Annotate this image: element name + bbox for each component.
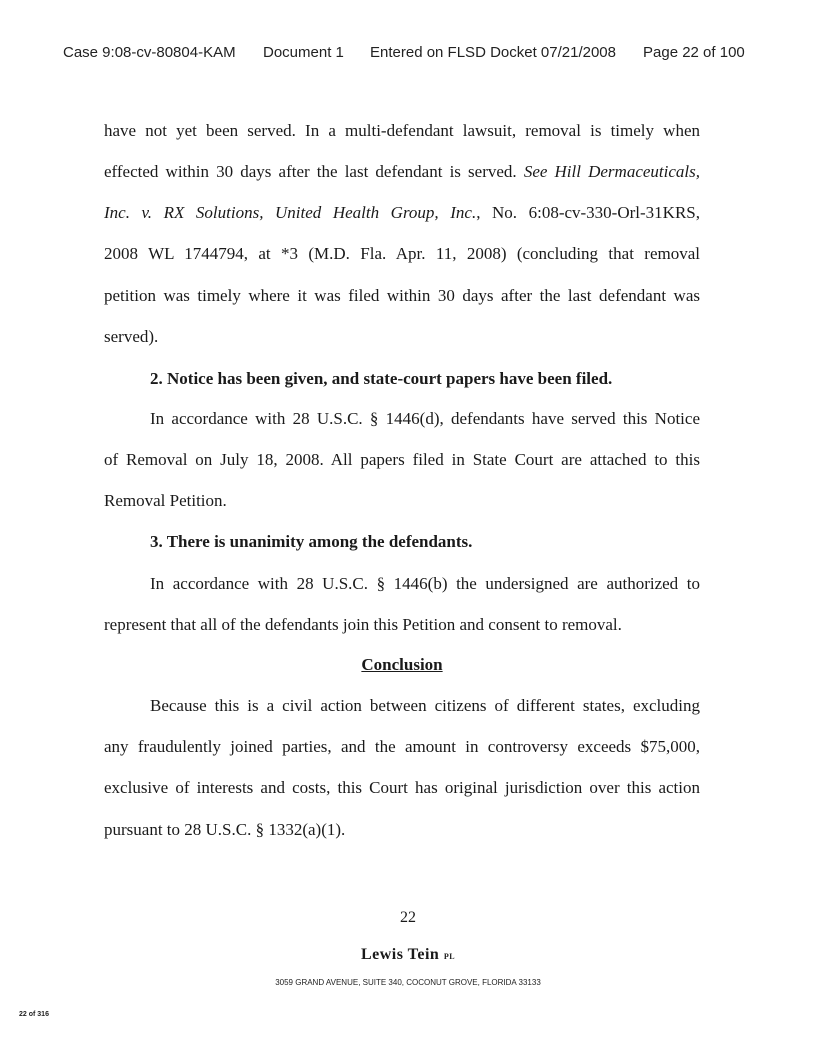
text-run: , No. 6:08-cv-330-Orl-31KRS, bbox=[476, 203, 700, 222]
paragraph-line bbox=[104, 162, 700, 182]
firm-name: Lewis Tein bbox=[360, 946, 440, 963]
paragraph-line: Because this is a civil action between citizens of different states, excluding bbox=[150, 696, 700, 715]
firm-logo bbox=[0, 946, 816, 964]
section-heading: 3. There is unanimity among the defendants. bbox=[150, 532, 473, 551]
paragraph-line: In accordance with 28 U.S.C. § 1446(d), defendants have served this Notice bbox=[150, 409, 700, 428]
paragraph-line: 2008 WL 1744794, at *3 (M.D. Fla. Apr. 11, 2008) (concluding that removal bbox=[104, 244, 700, 263]
text-run: effected within 30 days after the last defendant is served. bbox=[104, 162, 517, 181]
paragraph-line: exclusive of interests and costs, this Court has original jurisdiction over this action bbox=[104, 778, 700, 797]
paragraph-line: served). bbox=[104, 327, 159, 346]
page-indicator: Page 22 of 100 bbox=[643, 44, 745, 61]
paragraph-line bbox=[104, 203, 700, 223]
conclusion-heading: Conclusion bbox=[361, 655, 443, 674]
paragraph-line: have not yet been served. In a multi-defendant lawsuit, removal is timely when bbox=[104, 121, 700, 140]
document-number: Document 1 bbox=[263, 44, 344, 61]
case-citation-italic: Inc. v. RX Solutions, United Health Group, Inc. bbox=[104, 203, 477, 222]
docket-entry: Entered on FLSD Docket 07/21/2008 bbox=[370, 44, 616, 61]
paragraph-line: pursuant to 28 U.S.C. § 1332(a)(1). bbox=[104, 820, 346, 839]
case-citation-italic: See Hill Dermaceuticals, bbox=[523, 162, 700, 181]
paragraph-line: In accordance with 28 U.S.C. § 1446(b) the undersigned are authorized to bbox=[150, 574, 700, 593]
firm-suffix: PL bbox=[443, 952, 456, 961]
firm-address: 3059 GRAND AVENUE, SUITE 340, COCONUT GROVE, FLORIDA 33133 bbox=[275, 978, 541, 987]
paragraph-line: of Removal on July 18, 2008. All papers filed in State Court are attached to this bbox=[104, 450, 700, 469]
case-number: Case 9:08-cv-80804-KAM bbox=[63, 44, 236, 61]
paragraph-line: Removal Petition. bbox=[104, 491, 227, 510]
page-number: 22 bbox=[400, 909, 416, 926]
paragraph-line: petition was timely where it was filed within 30 days after the last defendant was bbox=[104, 286, 700, 305]
section-heading: 2. Notice has been given, and state-court papers have been filed. bbox=[150, 369, 613, 388]
bates-page-count: 22 of 316 bbox=[19, 1011, 49, 1018]
paragraph-line: represent that all of the defendants join this Petition and consent to removal. bbox=[104, 615, 622, 634]
paragraph-line: any fraudulently joined parties, and the amount in controversy exceeds $75,000, bbox=[104, 737, 700, 756]
